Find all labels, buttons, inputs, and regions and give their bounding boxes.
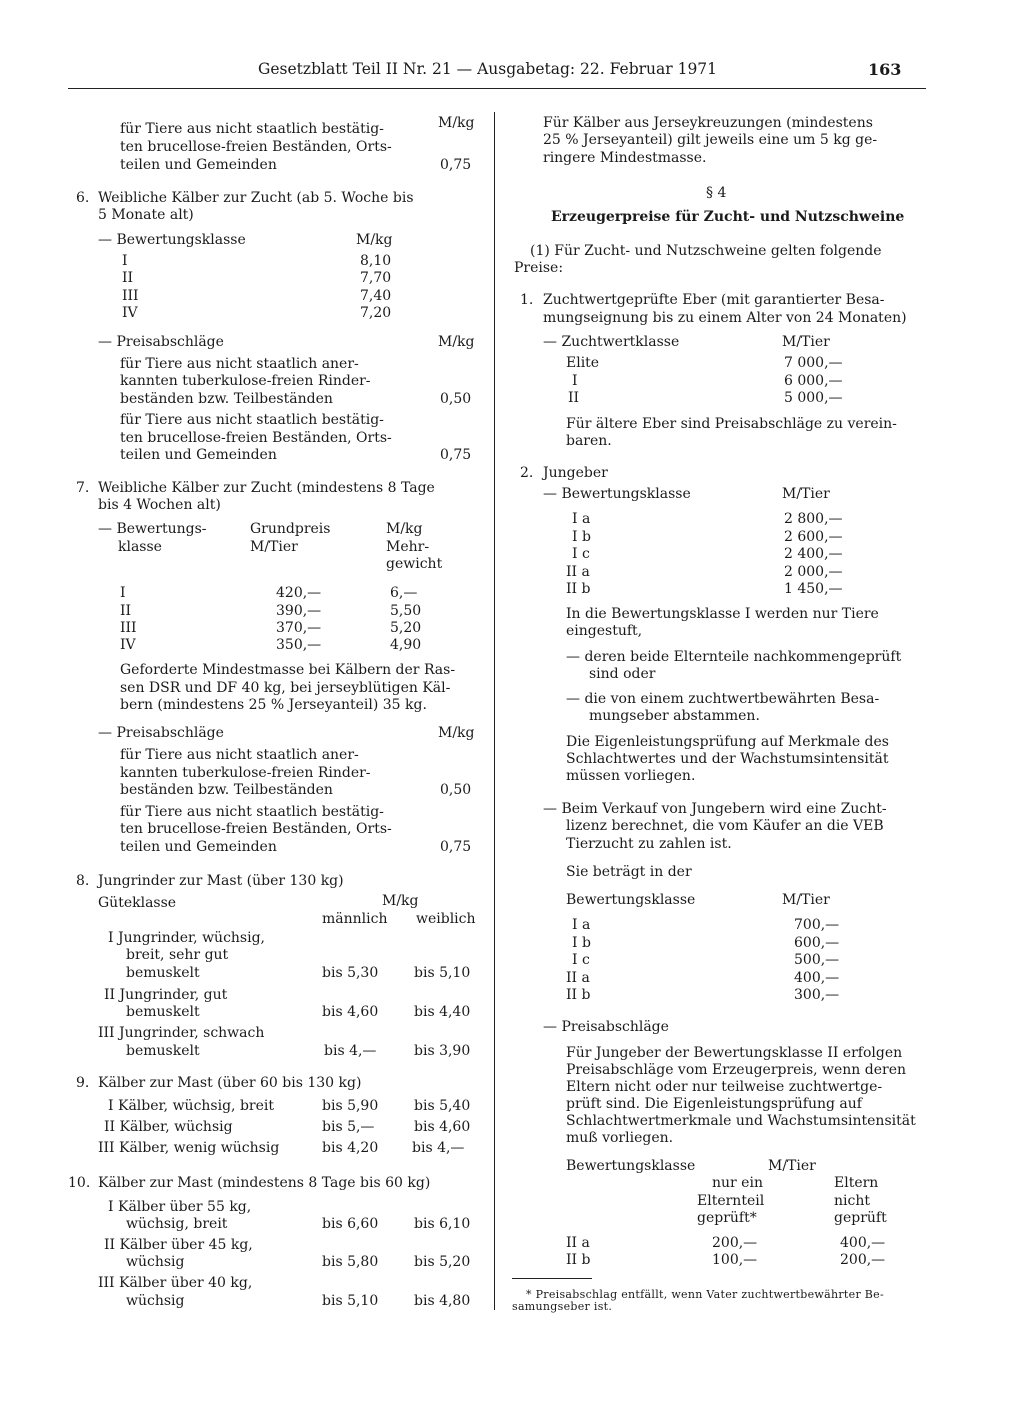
table-cell: II [568,390,580,406]
table-cell: 390,— [276,603,322,619]
text-line: — deren beide Elternteile nachkommengeprüft [566,649,902,665]
table-cell: I c [572,952,590,968]
table-header: M/kg [386,521,423,537]
table-header: M/Tier [782,486,830,502]
table-cell: 4,90 [390,637,422,653]
table-cell: II a [566,970,590,986]
text-line: beständen bzw. Teilbeständen [120,391,333,407]
table-header: Bewertungsklasse [566,892,696,908]
section-heading: Erzeugerpreise für Zucht- und Nutzschweine [551,209,905,225]
table-cell: I [572,373,578,389]
table-cell: I [120,585,126,601]
table-cell: II b [566,987,591,1003]
table-cell: III Kälber über 40 kg, [98,1275,253,1291]
item-number: 6. [76,190,90,206]
table-cell: bemuskelt [126,965,200,981]
table-cell: 7,20 [360,305,392,321]
table-header: Mehr- [386,539,430,555]
item-title: Zuchtwertgeprüfte Eber (mit garantierter Besa- [543,292,885,308]
table-cell: bis 4,40 [414,1004,471,1020]
table-header: — Bewertungsklasse [98,232,246,248]
text-line: Die Eigenleistungsprüfung auf Merkmale des [566,734,889,750]
text-line: In die Bewertungsklasse I werden nur Tiere [566,606,879,622]
text-line: ten brucellose-freien Beständen, Orts- [120,139,392,155]
subheading: — Preisabschläge [543,1019,669,1035]
table-cell: bemuskelt [126,1004,200,1020]
table-cell: 5,50 [390,603,422,619]
text-line: Für ältere Eber sind Preisabschläge zu verein- [566,416,897,432]
text-line: Für Kälber aus Jerseykreuzungen (mindestens [543,115,873,131]
table-cell: 6 000,— [784,373,843,389]
table-header: weiblich [416,911,476,927]
table-cell: 370,— [276,620,322,636]
table-cell: bis 5,20 [414,1254,471,1270]
text-line: Tierzucht zu zahlen ist. [566,836,732,852]
table-cell: bis 4,20 [322,1140,379,1156]
table-cell: II Kälber, wüchsig [104,1119,233,1135]
table-cell: I Kälber über 55 kg, [108,1199,252,1215]
table-cell: I c [572,546,590,562]
text-line: für Tiere aus nicht staatlich bestätig- [120,804,384,820]
text-line: für Tiere aus nicht staatlich aner- [120,747,359,763]
item-number: 9. [76,1075,90,1091]
item-number: 8. [76,873,90,889]
table-header: männlich [322,911,388,927]
item-title: Weibliche Kälber zur Zucht (mindestens 8 Tage [98,480,435,496]
table-cell: II a [566,564,590,580]
table-cell: bis 4,60 [414,1119,471,1135]
table-cell: 1 450,— [784,581,843,597]
table-cell: 500,— [794,952,840,968]
table-cell: I a [572,511,591,527]
column-divider [494,112,495,1310]
value: 0,75 [440,157,472,173]
table-cell: II [120,603,132,619]
text-line: ten brucellose-freien Beständen, Orts- [120,821,392,837]
table-cell: wüchsig [126,1293,185,1309]
subheading: — Preisabschläge [98,334,224,350]
item-title: 5 Monate alt) [98,207,194,223]
text-line: für Tiere aus nicht staatlich bestätig- [120,121,384,137]
item-number: 7. [76,480,90,496]
table-header: M/Tier [250,539,298,555]
table-cell: bis 5,10 [322,1293,379,1309]
text-line: Geforderte Mindestmasse bei Kälbern der Ras- [120,662,456,678]
table-cell: bis 4,— [324,1043,377,1059]
text-line: (1) Für Zucht- und Nutzschweine gelten folgende [530,243,882,259]
value: 0,75 [440,839,472,855]
item-title: Kälber zur Mast (über 60 bis 130 kg) [98,1075,362,1091]
table-cell: 2 600,— [784,529,843,545]
table-cell: 8,10 [360,253,392,269]
table-cell: II b [566,1252,591,1268]
table-cell: bis 3,90 [414,1043,471,1059]
table-cell: II [122,270,134,286]
text-line: 25 % Jerseyanteil) gilt jeweils eine um 5 kg ge- [543,132,878,148]
text-line: Schlachtwertmerkmale und Wachstumsintensität [566,1113,916,1129]
text-line: sind oder [589,666,656,682]
table-header: Elternteil [697,1193,765,1209]
table-cell: II Jungrinder, gut [104,987,228,1003]
footnote: * Preisabschlag entfällt, wenn Vater zuchtwertbewährter Be- [526,1288,885,1301]
table-cell: 350,— [276,637,322,653]
text-line: eingestuft, [566,623,643,639]
item-number: 1. [520,292,534,308]
text-line: Eltern nicht oder nur teilweise zuchtwertge- [566,1079,883,1095]
table-cell: breit, sehr gut [126,947,229,963]
table-cell: IV [120,637,136,653]
table-cell: IV [122,305,138,321]
table-header: — Zuchtwertklasse [543,334,680,350]
table-cell: II Kälber über 45 kg, [104,1237,253,1253]
table-header: Eltern [834,1175,879,1191]
table-cell: 2 000,— [784,564,843,580]
text-line: teilen und Gemeinden [120,447,277,463]
table-header: M/Tier [782,334,830,350]
table-cell: 600,— [794,935,840,951]
table-cell: 100,— [712,1252,758,1268]
table-cell: bis 4,— [412,1140,465,1156]
section-number: § 4 [706,185,727,201]
item-number: 2. [520,465,534,481]
text-line: ten brucellose-freien Beständen, Orts- [120,430,392,446]
table-header: Güteklasse [98,895,177,911]
text-line: Schlachtwertes und der Wachstumsintensität [566,751,889,767]
table-cell: 300,— [794,987,840,1003]
text-line: Preisabschläge vom Erzeugerpreis, wenn deren [566,1062,907,1078]
table-header: nur ein [712,1175,763,1191]
unit-label: M/kg [438,115,475,131]
table-header: M/kg [356,232,393,248]
text-line: kannten tuberkulose-freien Rinder- [120,373,371,389]
table-cell: III Kälber, wenig wüchsig [98,1140,280,1156]
value: 0,50 [440,391,472,407]
table-cell: wüchsig [126,1254,185,1270]
table-header: M/Tier [768,1158,816,1174]
text-line: kannten tuberkulose-freien Rinder- [120,765,371,781]
table-header: M/Tier [782,892,830,908]
text-line: Sie beträgt in der [566,864,692,880]
table-cell: 5 000,— [784,390,843,406]
table-cell: I b [572,529,591,545]
table-header: — Bewertungs- [98,521,207,537]
footnote: samungseber ist. [512,1300,613,1313]
text-line: sen DSR und DF 40 kg, bei jerseyblütigen Käl- [120,680,451,696]
table-cell: 7,70 [360,270,392,286]
subheading: — Preisabschläge [98,725,224,741]
header-title: Gesetzblatt Teil II Nr. 21 — Ausgabetag: 22. Februar 1971 [258,60,718,78]
item-title: Kälber zur Mast (mindestens 8 Tage bis 60 kg) [98,1175,431,1191]
table-cell: 400,— [794,970,840,986]
table-cell: Elite [566,355,600,371]
table-cell: I Jungrinder, wüchsig, [108,930,266,946]
text-line: ringere Mindestmasse. [543,150,707,166]
table-cell: bis 4,80 [414,1293,471,1309]
header-rule [68,88,926,89]
table-cell: bis 5,90 [322,1098,379,1114]
table-header: gewicht [386,556,443,572]
table-cell: 420,— [276,585,322,601]
table-cell: bemuskelt [126,1043,200,1059]
item-number: 10. [68,1175,91,1191]
text-line: bern (mindestens 25 % Jerseyanteil) 35 kg. [120,697,427,713]
footnote-rule [512,1278,592,1279]
item-title: mungseignung bis zu einem Alter von 24 Monaten) [543,310,907,326]
unit-label: M/kg [438,334,475,350]
text-line: mungseber abstammen. [589,708,760,724]
table-cell: bis 6,60 [322,1216,379,1232]
value: 0,75 [440,447,472,463]
text-line: muß vorliegen. [566,1130,674,1146]
table-cell: II a [566,1235,590,1251]
table-header: — Bewertungsklasse [543,486,691,502]
table-cell: 700,— [794,917,840,933]
table-cell: III [120,620,137,636]
text-line: müssen vorliegen. [566,768,696,784]
table-cell: wüchsig, breit [126,1216,228,1232]
table-cell: 400,— [840,1235,886,1251]
unit-label: M/kg [438,725,475,741]
table-cell: I Kälber, wüchsig, breit [108,1098,274,1114]
text-line: für Tiere aus nicht staatlich aner- [120,356,359,372]
table-cell: bis 5,30 [322,965,379,981]
text-line: Für Jungeber der Bewertungsklasse II erfolgen [566,1045,903,1061]
item-title: Weibliche Kälber zur Zucht (ab 5. Woche bis [98,190,414,206]
table-header: M/kg [382,893,419,909]
table-cell: bis 6,10 [414,1216,471,1232]
text-line: — Beim Verkauf von Jungebern wird eine Zucht- [543,801,887,817]
table-cell: bis 5,— [322,1119,375,1135]
table-cell: III [122,288,139,304]
table-header: geprüft* [697,1210,757,1226]
table-cell: 2 400,— [784,546,843,562]
table-cell: bis 5,40 [414,1098,471,1114]
table-cell: bis 4,60 [322,1004,379,1020]
page-number: 163 [868,60,902,79]
text-line: für Tiere aus nicht staatlich bestätig- [120,412,384,428]
table-header: Grundpreis [250,521,331,537]
text-line: Preise: [514,260,564,276]
table-cell: I [122,253,128,269]
table-header: geprüft [834,1210,887,1226]
text-line: teilen und Gemeinden [120,157,277,173]
table-cell: I a [572,917,591,933]
text-line: baren. [566,433,612,449]
table-cell: 7,40 [360,288,392,304]
text-line: — die von einem zuchtwertbewährten Besa- [566,691,880,707]
item-title: bis 4 Wochen alt) [98,497,221,513]
text-line: beständen bzw. Teilbeständen [120,782,333,798]
table-header: klasse [118,539,162,555]
item-title: Jungrinder zur Mast (über 130 kg) [98,873,344,889]
table-cell: I b [572,935,591,951]
table-cell: bis 5,80 [322,1254,379,1270]
table-header: Bewertungsklasse [566,1158,696,1174]
value: 0,50 [440,782,472,798]
item-title: Jungeber [543,465,608,481]
text-line: teilen und Gemeinden [120,839,277,855]
table-header: nicht [834,1193,870,1209]
table-cell: II b [566,581,591,597]
text-line: prüft sind. Die Eigenleistungsprüfung auf [566,1096,862,1112]
table-cell: 7 000,— [784,355,843,371]
table-cell: III Jungrinder, schwach [98,1025,265,1041]
text-line: lizenz berechnet, die vom Käufer an die VEB [566,818,884,834]
table-cell: 2 800,— [784,511,843,527]
table-cell: 200,— [712,1235,758,1251]
table-cell: 200,— [840,1252,886,1268]
table-cell: bis 5,10 [414,965,471,981]
table-cell: 6,— [390,585,418,601]
table-cell: 5,20 [390,620,422,636]
